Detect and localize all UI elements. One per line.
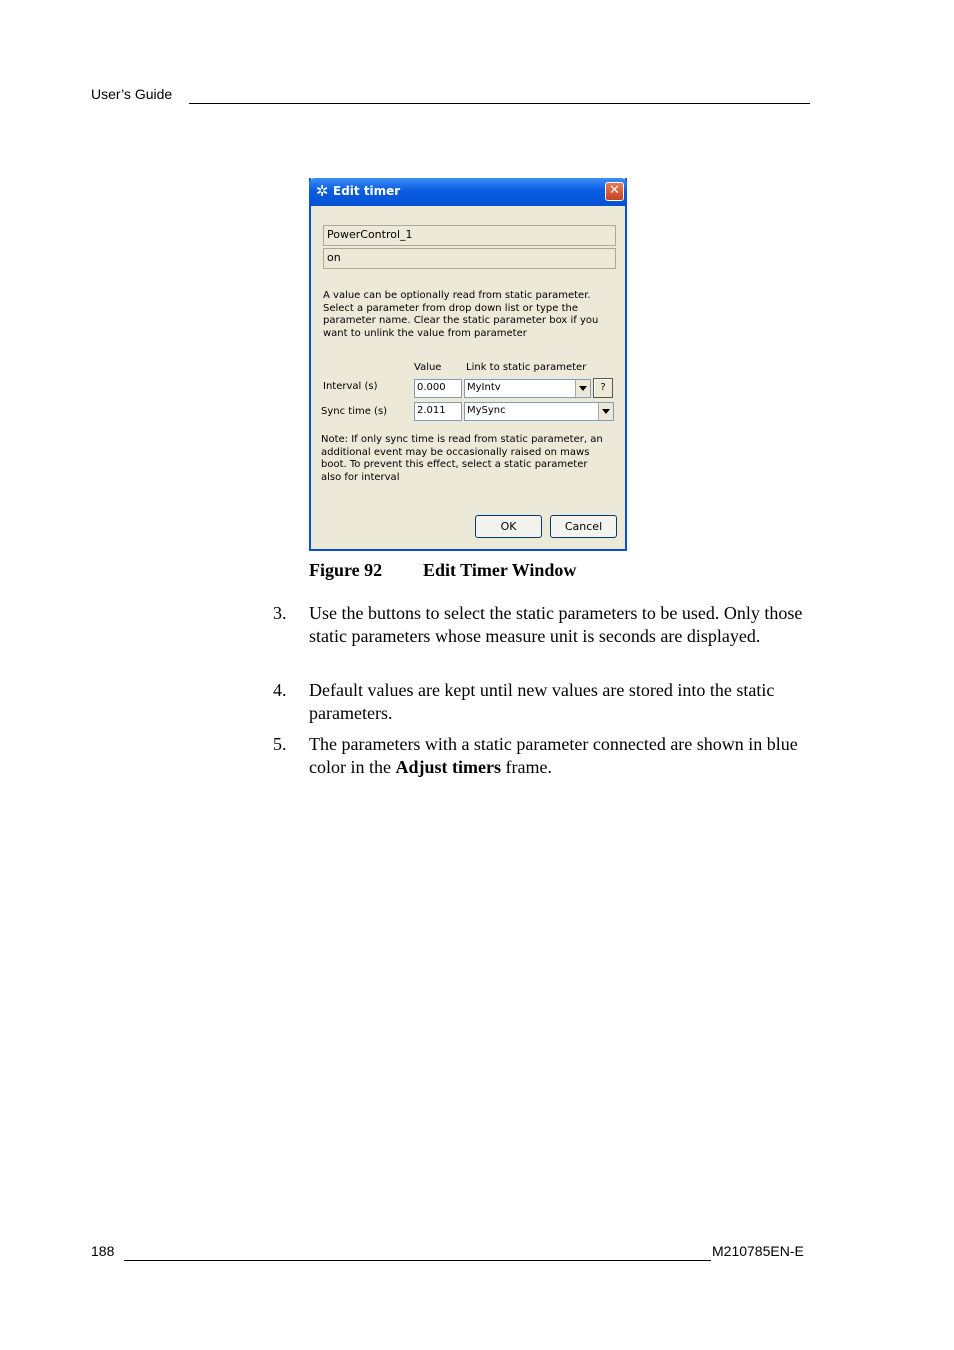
list-item-text: Use the buttons to select the static parameters to be used. Only those static parameters whose measure unit is seconds are displayed. — [309, 603, 803, 646]
list-item-text — [309, 733, 813, 778]
list-item-number: 3. — [273, 603, 287, 623]
info-line: want to unlink the value from parameter — [323, 327, 527, 339]
app-icon: ✲ — [315, 182, 329, 200]
info-line: A value can be optionally read from static parameter. — [323, 290, 591, 301]
list-item-number: 5. — [273, 734, 287, 754]
help-button[interactable]: ? — [593, 378, 613, 398]
note-line: additional event may be occasionally raised on maws — [321, 446, 590, 458]
adjust-timers-term: Adjust timers — [395, 756, 501, 777]
ok-button[interactable]: OK — [475, 515, 542, 538]
sync-time-value-input[interactable]: 2.011 — [414, 402, 462, 421]
chevron-down-icon[interactable] — [598, 403, 613, 420]
cancel-button[interactable]: Cancel — [550, 515, 617, 538]
close-button[interactable]: ✕ — [605, 182, 624, 201]
interval-label: Interval (s) — [323, 381, 378, 392]
note-line: Note: If only sync time is read from static parameter, an — [321, 434, 603, 445]
sync-time-link-select[interactable] — [464, 402, 614, 421]
interval-value-input[interactable]: 0.000 — [414, 379, 462, 398]
figure-label: Figure 92 — [309, 560, 383, 580]
interval-link-value: MyIntv — [467, 382, 501, 393]
dialog-titlebar[interactable] — [309, 178, 627, 206]
link-column-header: Link to static parameter — [466, 362, 587, 373]
edit-timer-dialog — [309, 178, 627, 551]
footer-rule — [124, 1260, 711, 1261]
sync-time-link-value: MySync — [467, 405, 506, 416]
value-column-header: Value — [414, 362, 442, 373]
list-item-number: 4. — [273, 680, 287, 700]
document-code: M210785EN-E — [712, 1243, 804, 1259]
timer-name-field: PowerControl_1 — [323, 225, 616, 246]
dialog-title: Edit timer — [333, 184, 401, 198]
chevron-down-icon[interactable] — [575, 380, 590, 397]
info-line: parameter name. Clear the static parameter box if you — [323, 315, 599, 326]
header-rule — [189, 103, 810, 104]
timer-state-field: on — [323, 248, 616, 269]
sync-time-label: Sync time (s) — [321, 406, 388, 417]
figure-title: Edit Timer Window — [423, 560, 577, 580]
list-item-text-pre: The parameters with a static parameter connected are shown in blue color in the — [309, 734, 798, 777]
page-number: 188 — [91, 1243, 115, 1259]
note-line: boot. To prevent this effect, select a static parameter — [321, 459, 588, 470]
list-item-text-post: frame. — [500, 756, 552, 777]
list-item-text: Default values are kept until new values are stored into the static parameters. — [309, 680, 775, 723]
info-line: Select a parameter from drop down list or type the — [323, 302, 579, 314]
note-line: also for interval — [321, 471, 400, 483]
running-header: User’s Guide — [91, 86, 173, 102]
interval-link-select[interactable] — [464, 379, 591, 398]
